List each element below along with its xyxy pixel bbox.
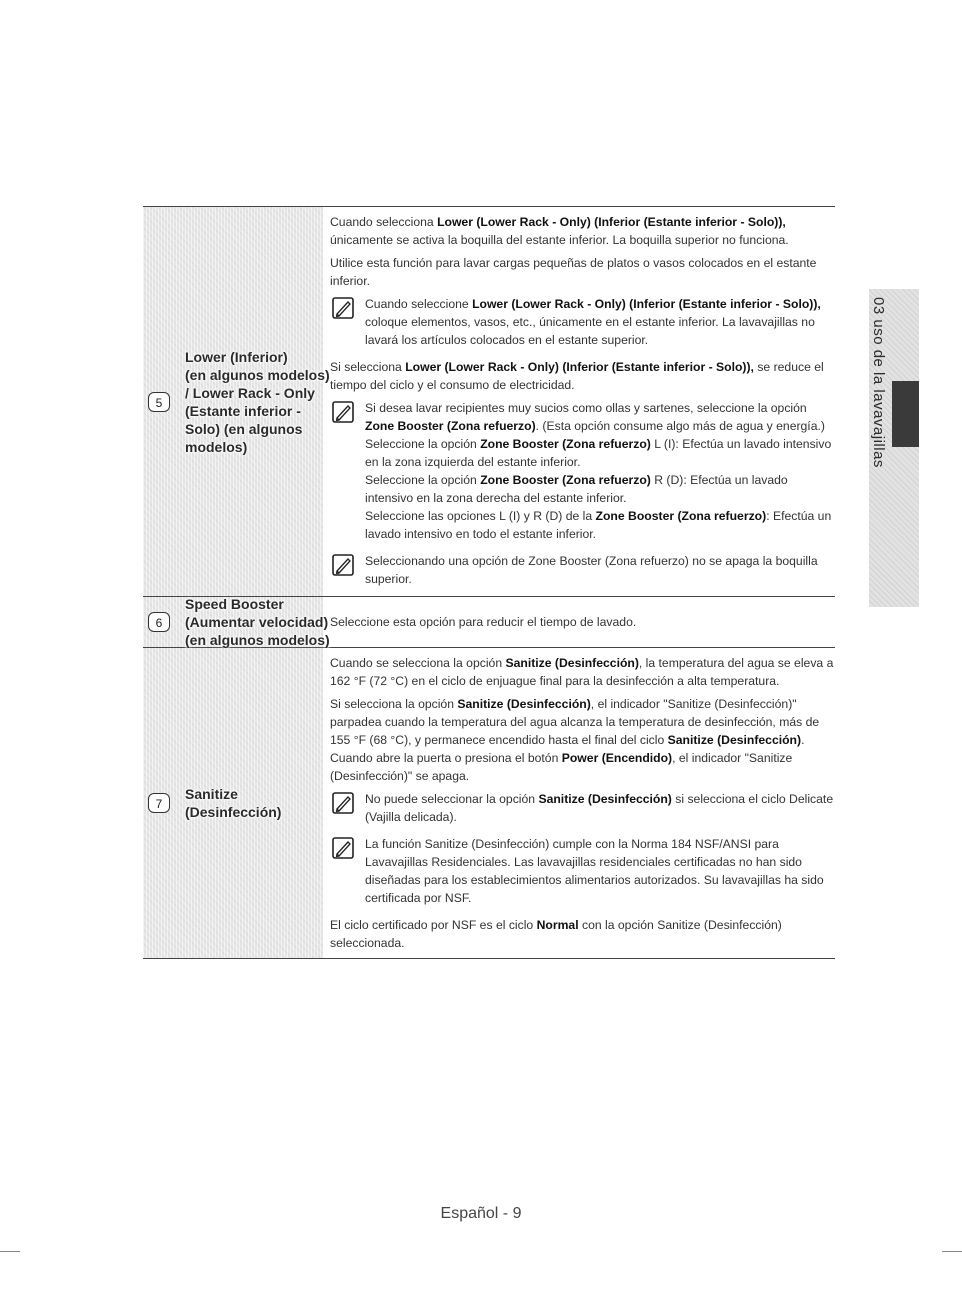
paragraph: Cuando se selecciona la opción Sanitize (Desinfección), la temperatura del agua se eleva a 162 °F (72 °C) en el ciclo de enjuague final para la desinfección a alta temperatura. bbox=[330, 656, 834, 688]
feature-number-badge: 6 bbox=[148, 612, 170, 632]
note: Cuando seleccione Lower (Lower Rack - Only) (Inferior (Estante inferior - Solo)), coloque elementos, vasos, etc., únicamente en el estante inferior. La lavavajillas no lavará los artículos colocados en el estante superior. bbox=[330, 295, 835, 349]
feature-description bbox=[323, 207, 835, 596]
feature-label-cell bbox=[143, 207, 330, 596]
note-icon bbox=[332, 792, 354, 814]
chapter-side-tab bbox=[869, 289, 919, 607]
chapter-title: 03 uso de la lavavajillas bbox=[870, 297, 887, 468]
note: La función Sanitize (Desinfección) cumple con la Norma 184 NSF/ANSI para Lavavajillas Residenciales. Las lavavajillas residenciales certificadas no han sido diseñadas para los establecimientos alimentarios autorizados. Su lavavajillas ha sido certificada por NSF. bbox=[330, 835, 835, 907]
paragraph: Cuando selecciona Lower (Lower Rack - Only) (Inferior (Estante inferior - Solo)), únicamente se activa la boquilla del estante inferior. La boquilla superior no funciona. bbox=[330, 215, 789, 247]
features-table bbox=[143, 206, 835, 959]
feature-row-speed-booster bbox=[143, 597, 835, 648]
note: Si desea lavar recipientes muy sucios como ollas y sartenes, seleccione la opción Zone Booster (Zona refuerzo). (Esta opción consume algo más de agua y energía.) Seleccione la opción Zone Booster (Zona refuerzo) L (I): Efectúa un lavado intensivo en la zona izquierda del estante inferior. Seleccione la opción Zone Booster (Zona refuerzo) R (D): Efectúa un lavado intensivo en la zona derecha del estante inferior. Seleccione las opciones L (I) y R (D) de la Zone Booster (Zona refuerzo): Efectúa un lavado intensivo en todo el estante inferior. bbox=[330, 399, 835, 543]
crop-mark bbox=[0, 1251, 20, 1252]
feature-label: Speed Booster (Aumentar velocidad) (en algunos modelos) bbox=[185, 596, 330, 648]
page-number: Español - 9 bbox=[440, 1205, 522, 1222]
feature-row-lower-rack bbox=[143, 207, 835, 597]
feature-label-cell bbox=[143, 648, 323, 958]
feature-label: Sanitize (Desinfección) bbox=[185, 786, 282, 820]
feature-row-sanitize bbox=[143, 648, 835, 959]
note-icon bbox=[332, 297, 354, 319]
paragraph: Seleccione esta opción para reducir el tiempo de lavado. bbox=[330, 615, 637, 629]
chapter-marker bbox=[892, 381, 919, 447]
paragraph: Si selecciona Lower (Lower Rack - Only) (Inferior (Estante inferior - Solo)), se reduce el tiempo del ciclo y el consumo de electricidad. bbox=[330, 360, 824, 392]
note-icon bbox=[332, 554, 354, 576]
paragraph: Si selecciona la opción Sanitize (Desinfección), el indicador "Sanitize (Desinfección)" parpadea cuando la temperatura del agua alcanza la temperatura de desinfección, más de 155 °F (68 °C), y permanece encendido hasta el final del ciclo Sanitize (Desinfección). Cuando abre la puerta o presiona el botón Power (Encendido), el indicador "Sanitize (Desinfección)" se apaga. bbox=[330, 697, 820, 783]
note-icon bbox=[332, 837, 354, 859]
paragraph: El ciclo certificado por NSF es el ciclo Normal con la opción Sanitize (Desinfección) seleccionada. bbox=[330, 918, 782, 950]
crop-mark bbox=[942, 1251, 962, 1252]
note: No puede seleccionar la opción Sanitize (Desinfección) si selecciona el ciclo Delicate (Vajilla delicada). bbox=[330, 790, 835, 826]
note: Seleccionando una opción de Zone Booster (Zona refuerzo) no se apaga la boquilla superior. bbox=[330, 552, 835, 588]
feature-description bbox=[323, 648, 835, 958]
feature-label-cell bbox=[143, 596, 330, 648]
feature-description bbox=[323, 597, 835, 647]
note-icon bbox=[332, 401, 354, 423]
paragraph: Utilice esta función para lavar cargas pequeñas de platos o vasos colocados en el estante inferior. bbox=[330, 256, 817, 288]
feature-number-badge: 7 bbox=[148, 793, 170, 813]
feature-label: Lower (Inferior) (en algunos modelos) / Lower Rack - Only (Estante inferior - Solo) (en algunos modelos) bbox=[185, 348, 330, 455]
feature-number-badge: 5 bbox=[148, 392, 170, 412]
